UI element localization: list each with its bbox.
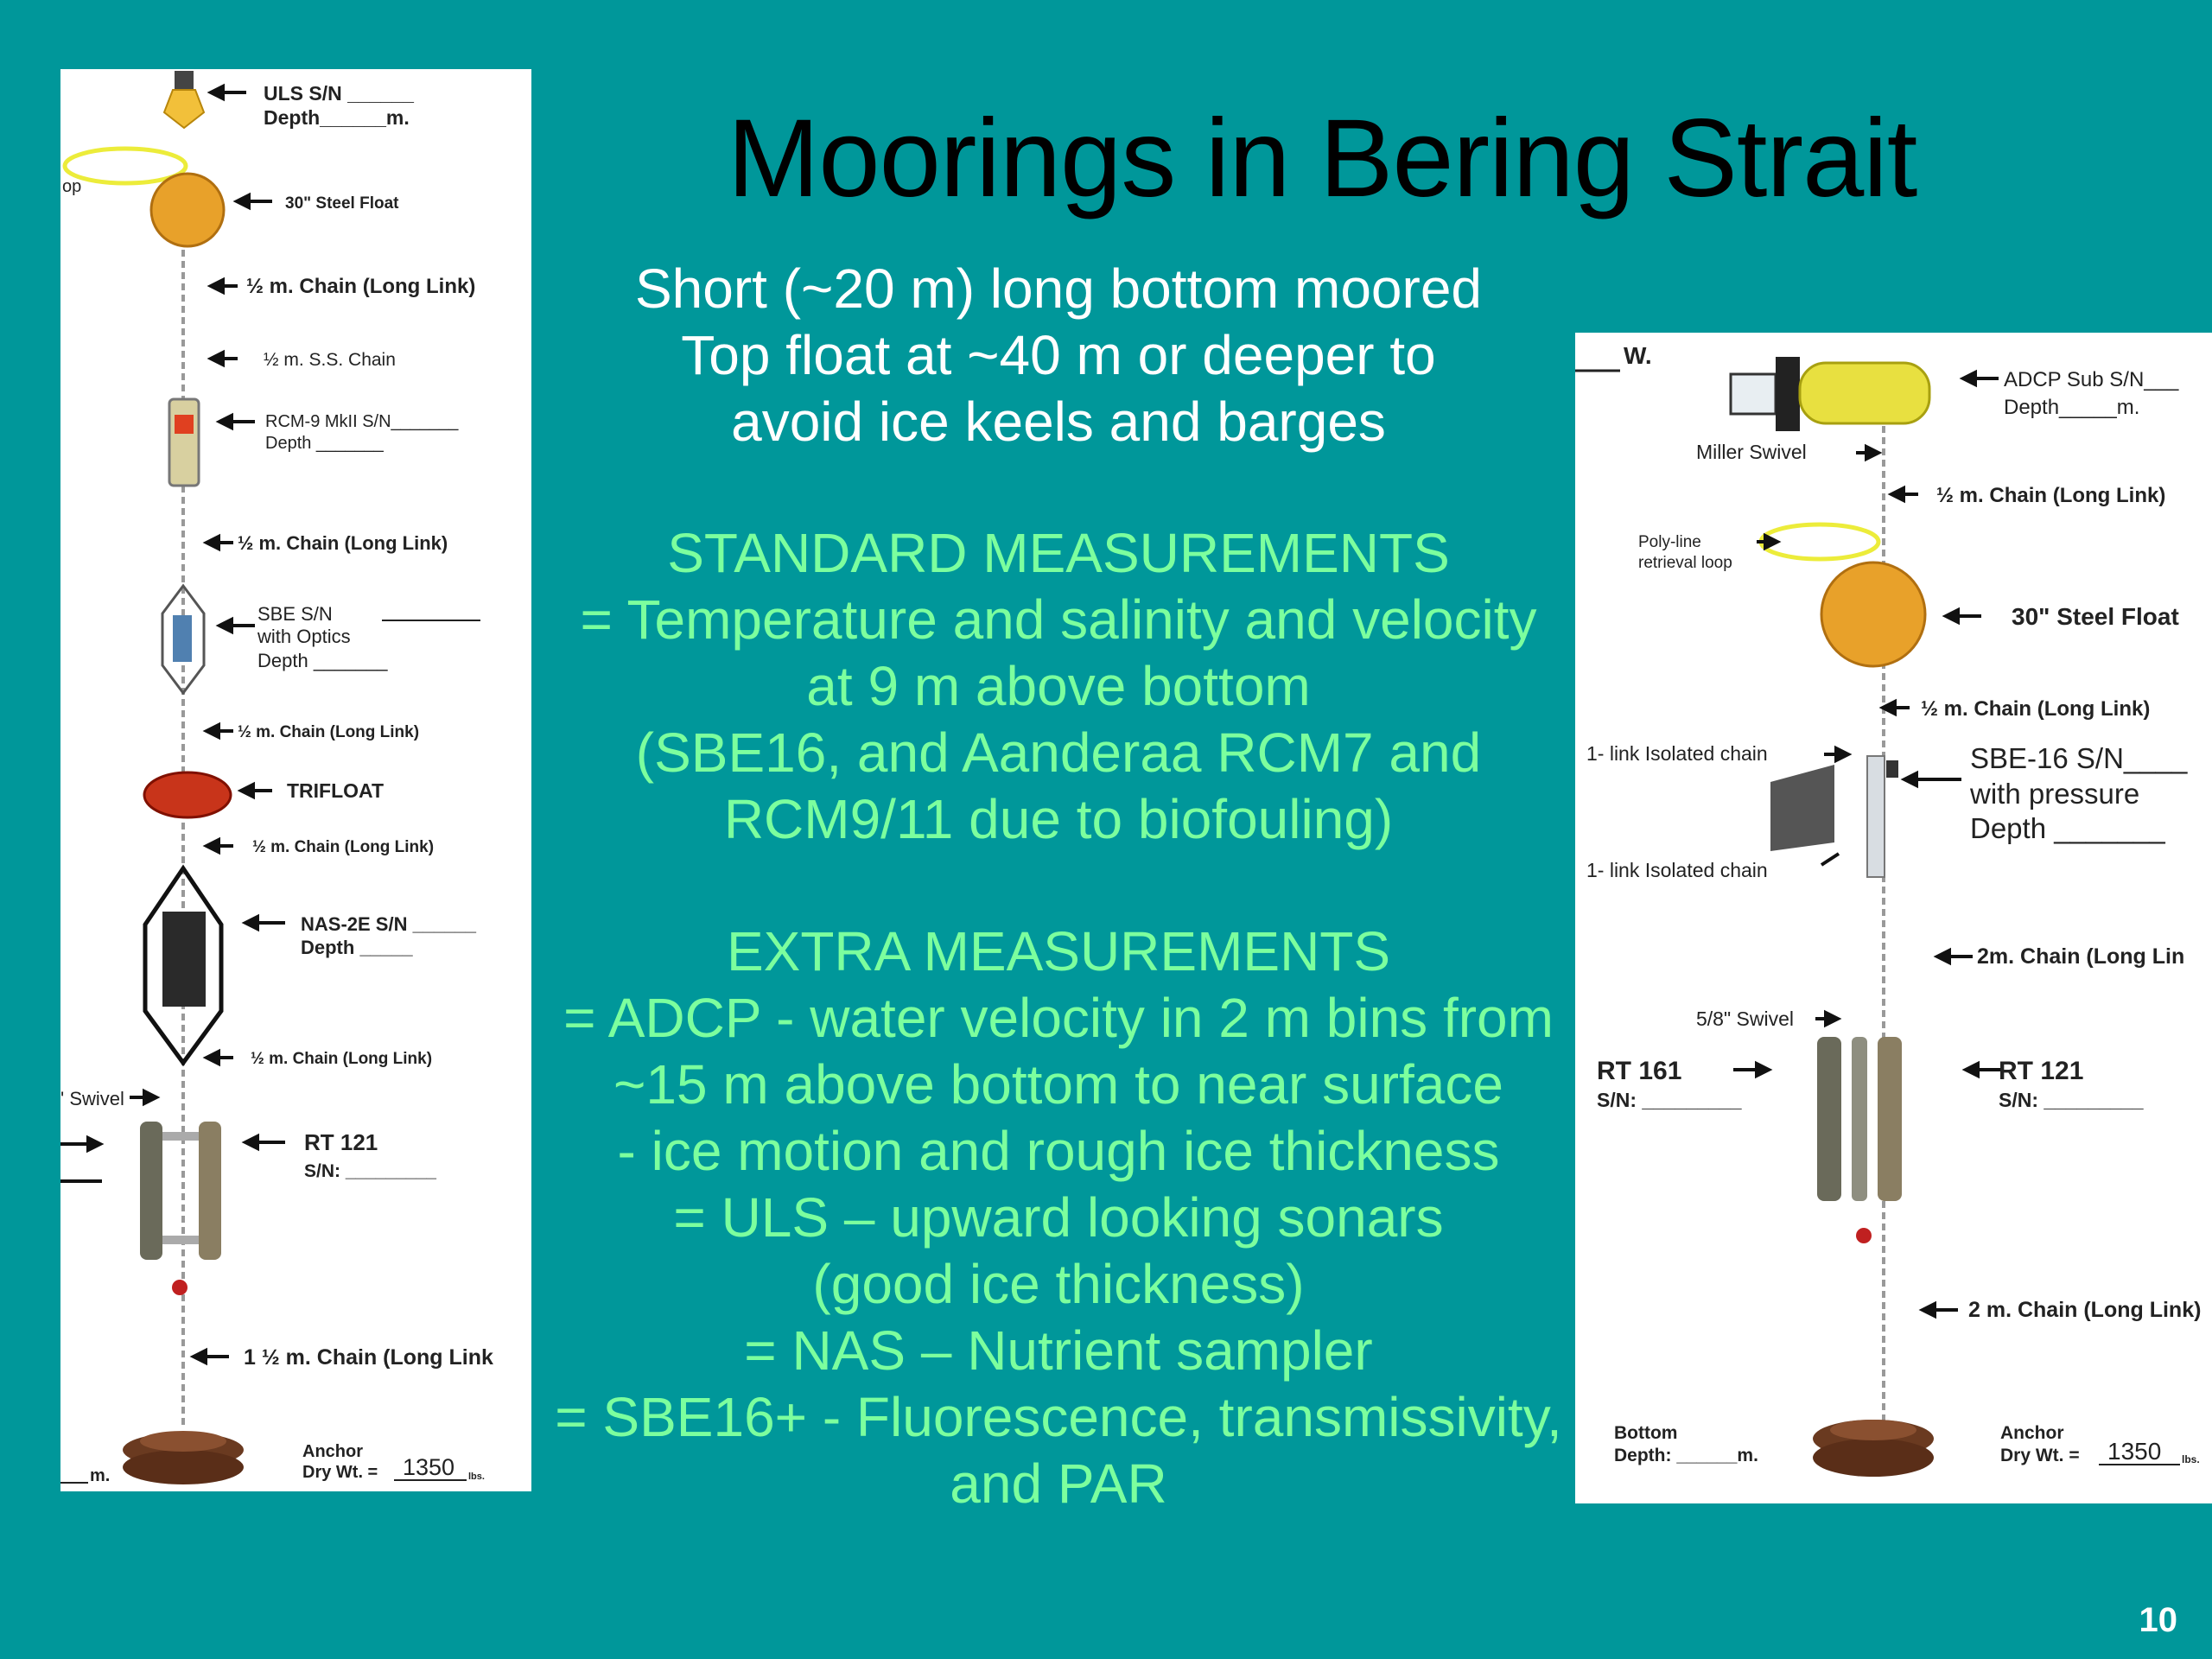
intro-line: avoid ice keels and barges	[731, 391, 1386, 453]
rcm-sn-label: RCM-9 MkII S/N_______	[265, 412, 459, 431]
left-mooring-svg	[60, 69, 531, 1491]
extra-line: ~15 m above bottom to near surface	[613, 1053, 1503, 1116]
release-mid	[1852, 1037, 1867, 1201]
chain-label: ½ m. Chain (Long Link)	[1936, 484, 2166, 507]
chain-label: ½ m. Chain (Long Link)	[238, 723, 420, 741]
sbe16-vane	[1770, 765, 1834, 851]
depth-unit: m.	[90, 1466, 111, 1485]
chain-label: 1 ½ m. Chain (Long Link	[244, 1345, 493, 1370]
release-shackle	[172, 1280, 188, 1295]
swivel-label: ' Swivel	[60, 1088, 124, 1109]
extra-line: = ULS – upward looking sonars	[673, 1186, 1444, 1249]
release-bracket	[162, 1236, 199, 1244]
page-number: 10	[2139, 1601, 2177, 1639]
intro-line: Short (~20 m) long bottom moored	[634, 257, 1483, 320]
ss-chain-label: ½ m. S.S. Chain	[264, 350, 396, 370]
miller-swivel-label: Miller Swivel	[1696, 441, 1807, 463]
chain-label: ½ m. Chain (Long Link)	[246, 275, 476, 298]
release-right	[199, 1122, 221, 1260]
release-shackle	[1856, 1228, 1872, 1243]
sbe-depth-label: Depth _______	[257, 650, 388, 671]
rcm-sensor	[175, 415, 194, 434]
adcp-sn-label: ADCP Sub S/N___	[2004, 368, 2179, 391]
anchor-top	[1830, 1420, 1916, 1440]
sbe-optics-label: with Optics	[257, 626, 351, 647]
extra-line: and PAR	[950, 1452, 1167, 1515]
chain-label: 2 m. Chain (Long Link)	[1968, 1298, 2202, 1322]
rt-label: RT 121	[304, 1129, 378, 1155]
isolated-chain-label: 1- link Isolated chain	[1586, 742, 1768, 765]
isolated-chain-label: 1- link Isolated chain	[1586, 859, 1768, 881]
loop-label: op	[62, 177, 82, 196]
rt-sn-label: S/N: _________	[304, 1161, 436, 1181]
right-mooring-svg	[1575, 333, 2212, 1503]
nas-instrument	[162, 912, 206, 1007]
rcm-depth-label: Depth _______	[265, 434, 384, 453]
sbe16-clamp	[1886, 760, 1898, 778]
standard-line: = Temperature and salinity and velocity	[580, 588, 1537, 651]
sbe16-depth-label: Depth _______	[1970, 812, 2165, 844]
extra-line: = SBE16+ - Fluorescence, transmissivity,	[555, 1386, 1562, 1448]
swivel-label: 5/8" Swivel	[1696, 1007, 1794, 1030]
trifloat	[144, 772, 231, 817]
extra-measurements	[553, 918, 1564, 1517]
anchor-top	[140, 1431, 226, 1452]
release-bracket	[162, 1132, 199, 1141]
chain-label: ½ m. Chain (Long Link)	[1921, 697, 2151, 721]
retrieval-loop-label: retrieval loop	[1638, 554, 1732, 572]
sbe-sn-label: SBE S/N	[257, 603, 333, 625]
rt121-sn-label: S/N: _________	[1999, 1089, 2144, 1111]
anchor-label: Anchor	[2000, 1423, 2064, 1443]
sbe16-pressure-label: with pressure	[1970, 778, 2140, 810]
rt161-sn-label: S/N: _________	[1597, 1089, 1742, 1111]
extra-heading: EXTRA MEASUREMENTS	[726, 920, 1391, 982]
slide-title: Moorings in Bering Strait	[727, 97, 1917, 220]
intro-text	[553, 256, 1564, 455]
chain-label: ½ m. Chain (Long Link)	[251, 1050, 433, 1068]
rcm-instrument	[169, 399, 199, 486]
adcp-depth-label: Depth_____m.	[2004, 396, 2140, 419]
nas-depth-label: Depth _____	[301, 937, 413, 958]
uls-depth-label: Depth______m.	[264, 106, 410, 129]
chain-label: 2m. Chain (Long Lin	[1977, 944, 2185, 969]
adcp-float	[1800, 363, 1929, 423]
anchor-weight: 1350	[403, 1454, 455, 1480]
rt121-label: RT 121	[1999, 1057, 2084, 1085]
standard-line: at 9 m above bottom	[806, 655, 1311, 717]
rt161-label: RT 161	[1597, 1057, 1682, 1085]
dry-wt-label: Dry Wt. =	[2000, 1446, 2080, 1465]
uls-cap	[175, 71, 194, 90]
adcp-collar	[1776, 357, 1800, 431]
anchor-label: Anchor	[302, 1442, 363, 1461]
anchor-wheel	[1813, 1439, 1934, 1477]
steel-float	[151, 174, 224, 246]
uls-sn-label: ULS S/N ______	[264, 82, 414, 105]
polyline-label: Poly-line	[1638, 533, 1701, 551]
dry-wt-label: Dry Wt. =	[302, 1463, 378, 1482]
steel-float-label: 30" Steel Float	[2012, 603, 2179, 630]
uls-instrument	[164, 90, 204, 128]
sbe-instrument	[173, 615, 192, 662]
trifloat-label: TRIFLOAT	[287, 779, 384, 802]
standard-heading: STANDARD MEASUREMENTS	[667, 522, 1450, 584]
chain-label: ½ m. Chain (Long Link)	[252, 838, 435, 856]
release-right	[1878, 1037, 1902, 1201]
extra-line: - ice motion and rough ice thickness	[617, 1120, 1500, 1182]
anchor-wheel	[123, 1450, 244, 1484]
lbs-unit: lbs.	[2182, 1453, 2200, 1465]
left-mooring-diagram	[60, 69, 531, 1491]
retrieval-loop	[65, 149, 186, 183]
standard-measurements	[553, 520, 1564, 853]
bottom-label: Bottom	[1614, 1423, 1678, 1443]
intro-line: Top float at ~40 m or deeper to	[681, 324, 1436, 386]
bottom-depth-label: Depth: ______m.	[1614, 1446, 1758, 1465]
chain-label: ½ m. Chain (Long Link)	[238, 532, 448, 554]
extra-line: = ADCP - water velocity in 2 m bins from	[563, 987, 1554, 1049]
steel-float-label: 30" Steel Float	[285, 194, 399, 213]
lbs-unit: lbs.	[468, 1471, 485, 1482]
w-label: W.	[1624, 342, 1652, 369]
standard-line: (SBE16, and Aanderaa RCM7 and	[635, 721, 1482, 784]
sbe16-sn-label: SBE-16 S/N____	[1970, 742, 2188, 774]
steel-float	[1821, 563, 1925, 666]
sbe16-instrument	[1867, 756, 1885, 877]
release-left	[140, 1122, 162, 1260]
extra-line: (good ice thickness)	[812, 1253, 1305, 1315]
nas-sn-label: NAS-2E S/N ______	[301, 913, 476, 935]
release-left	[1817, 1037, 1841, 1201]
standard-line: RCM9/11 due to biofouling)	[723, 788, 1394, 850]
anchor-weight: 1350	[2107, 1438, 2162, 1465]
right-mooring-diagram	[1575, 333, 2212, 1503]
adcp-head	[1731, 374, 1776, 414]
extra-line: = NAS – Nutrient sampler	[744, 1319, 1373, 1382]
